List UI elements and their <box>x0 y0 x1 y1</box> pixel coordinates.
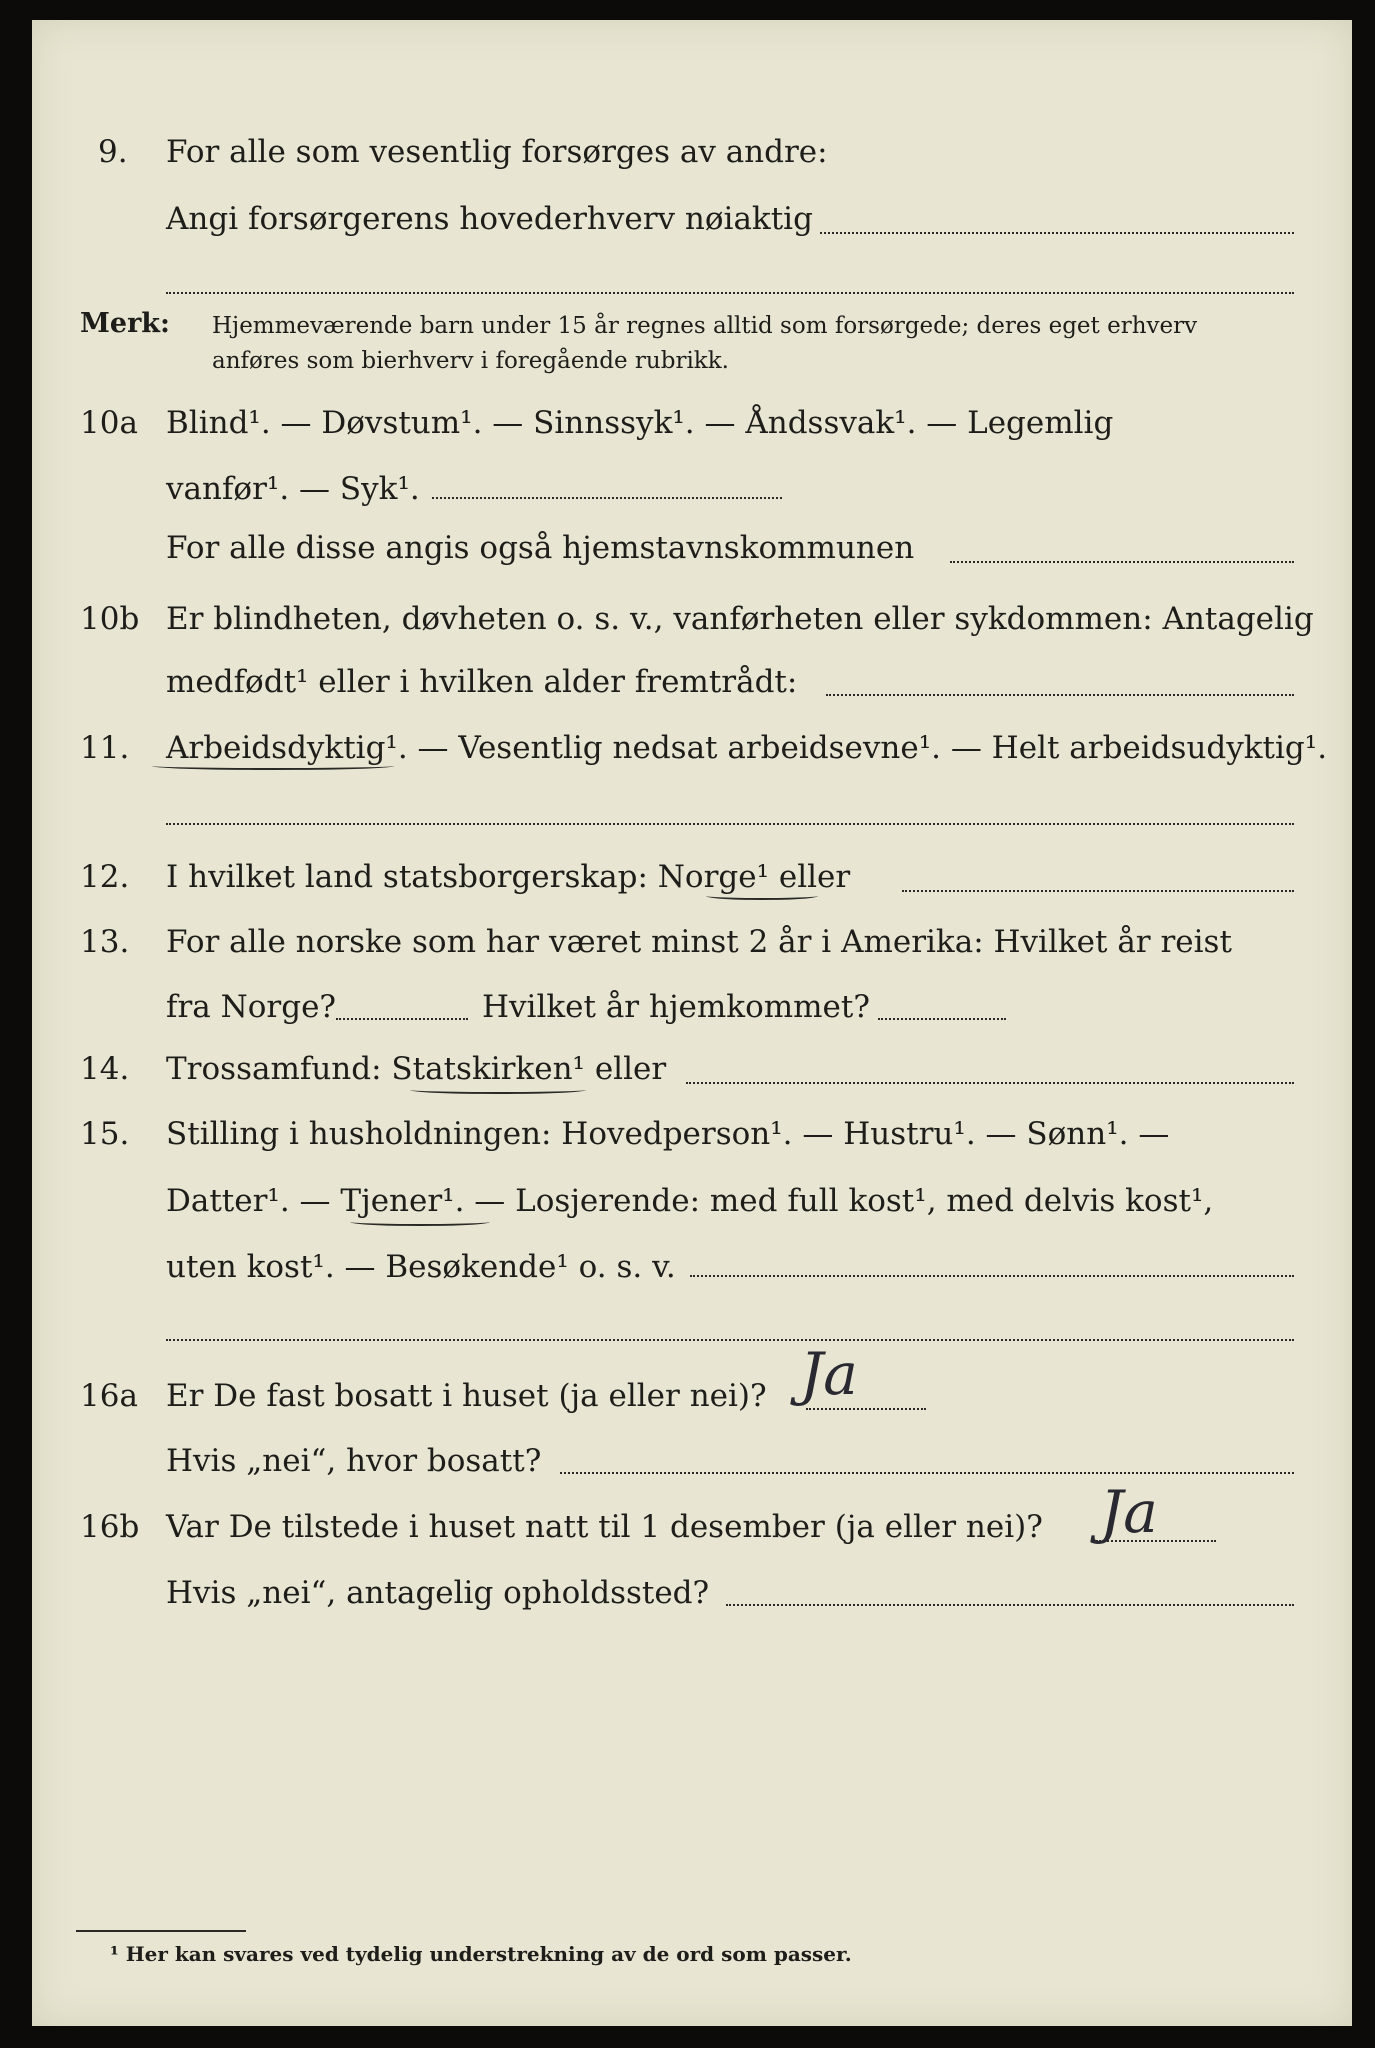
q10a-hometown-line[interactable] <box>950 561 1294 563</box>
q11-number: 11. <box>80 730 130 766</box>
q14-statskirken-underline <box>410 1086 586 1094</box>
q12-line-1: I hvilket land statsborgerskap: Norge¹ eller <box>166 859 851 895</box>
q10b-number: 10b <box>80 601 140 637</box>
q16a-line-2: Hvis „nei“, hvor bosatt? <box>166 1443 542 1479</box>
q11-line-1: Arbeidsdyktig¹. — Vesentlig nedsat arbeidsevne¹. — Helt arbeidsudyktig¹. <box>166 730 1328 766</box>
q11-answer-line[interactable] <box>166 823 1294 825</box>
q16b-line-2: Hvis „nei“, antagelig opholdssted? <box>166 1575 710 1611</box>
q15-number: 15. <box>80 1116 130 1152</box>
q10a-number: 10a <box>80 405 138 441</box>
q16b-handwritten-answer: Ja <box>1100 1478 1158 1546</box>
q16a-residence-line[interactable] <box>560 1472 1294 1474</box>
q9-number: 9. <box>98 134 128 170</box>
q13-line-1: For alle norske som har været minst 2 år i Amerika: Hvilket år reist <box>166 924 1232 960</box>
q10a-line-2: vanfør¹. — Syk¹. <box>166 471 420 507</box>
q16a-answer-line[interactable] <box>806 1408 926 1410</box>
q14-number: 14. <box>80 1051 130 1087</box>
q10a-answer-line[interactable] <box>432 497 782 499</box>
q10b-line-1: Er blindheten, døvheten o. s. v., vanførheten eller sykdommen: Antagelig <box>166 601 1314 637</box>
q9-answer-line[interactable] <box>820 232 1294 234</box>
q9-provider-occupation-label: Angi forsørgerens hovederhverv nøiaktig <box>166 201 813 237</box>
q10b-answer-line[interactable] <box>826 694 1294 696</box>
q10a-line-1: Blind¹. — Døvstum¹. — Sinnssyk¹. — Åndssvak¹. — Legemlig <box>166 405 1114 441</box>
q15-answer-line[interactable] <box>690 1275 1294 1277</box>
q16a-number: 16a <box>80 1378 138 1414</box>
q16a-handwritten-answer: Ja <box>800 1340 858 1408</box>
q14-answer-line[interactable] <box>686 1082 1294 1084</box>
q10b-line-2: medfødt¹ eller i hvilken alder fremtrådt: <box>166 664 798 700</box>
q13-left-norway-label: fra Norge? <box>166 989 337 1025</box>
q11-arbeidsdyktig-underline <box>152 762 394 770</box>
q12-number: 12. <box>80 859 130 895</box>
q15-line-1: Stilling i husholdningen: Hovedperson¹. — Hustru¹. — Sønn¹. — <box>166 1116 1170 1152</box>
q13-number: 13. <box>80 924 130 960</box>
q14-line-1: Trossamfund: Statskirken¹ eller <box>166 1051 667 1087</box>
q15-answer-line-2[interactable] <box>166 1339 1294 1341</box>
q13-returned-label: Hvilket år hjemkommet? <box>482 989 870 1025</box>
q15-line-3: uten kost¹. — Besøkende¹ o. s. v. <box>166 1249 676 1285</box>
footnote: ¹ Her kan svares ved tydelig understrekning av de ord som passer. <box>110 1942 852 1966</box>
q9-answer-line-2[interactable] <box>166 292 1294 294</box>
q9-text: For alle som vesentlig forsørges av andre: <box>166 134 828 170</box>
q16b-number: 16b <box>80 1509 140 1545</box>
q10a-line-3: For alle disse angis også hjemstavnskommunen <box>166 530 915 566</box>
q12-norge-underline <box>706 892 818 900</box>
merk-label: Merk: <box>80 308 170 339</box>
footnote-rule <box>76 1930 246 1932</box>
merk-line-1: Hjemmeværende barn under 15 år regnes alltid som forsørgede; deres eget erhverv <box>212 313 1198 339</box>
q16b-line-1: Var De tilstede i huset natt til 1 desember (ja eller nei)? <box>166 1509 1043 1545</box>
q15-line-2: Datter¹. — Tjener¹. — Losjerende: med full kost¹, med delvis kost¹, <box>166 1183 1214 1219</box>
q13-returned-year-line[interactable] <box>878 1018 1006 1020</box>
q16a-line-1: Er De fast bosatt i huset (ja eller nei)? <box>166 1378 767 1414</box>
merk-line-2: anføres som bierhverv i foregående rubrikk. <box>212 348 729 374</box>
q13-left-year-line[interactable] <box>336 1018 468 1020</box>
q16b-whereabouts-line[interactable] <box>726 1604 1294 1606</box>
q12-answer-line[interactable] <box>902 890 1294 892</box>
q15-tjener-underline <box>350 1218 490 1226</box>
